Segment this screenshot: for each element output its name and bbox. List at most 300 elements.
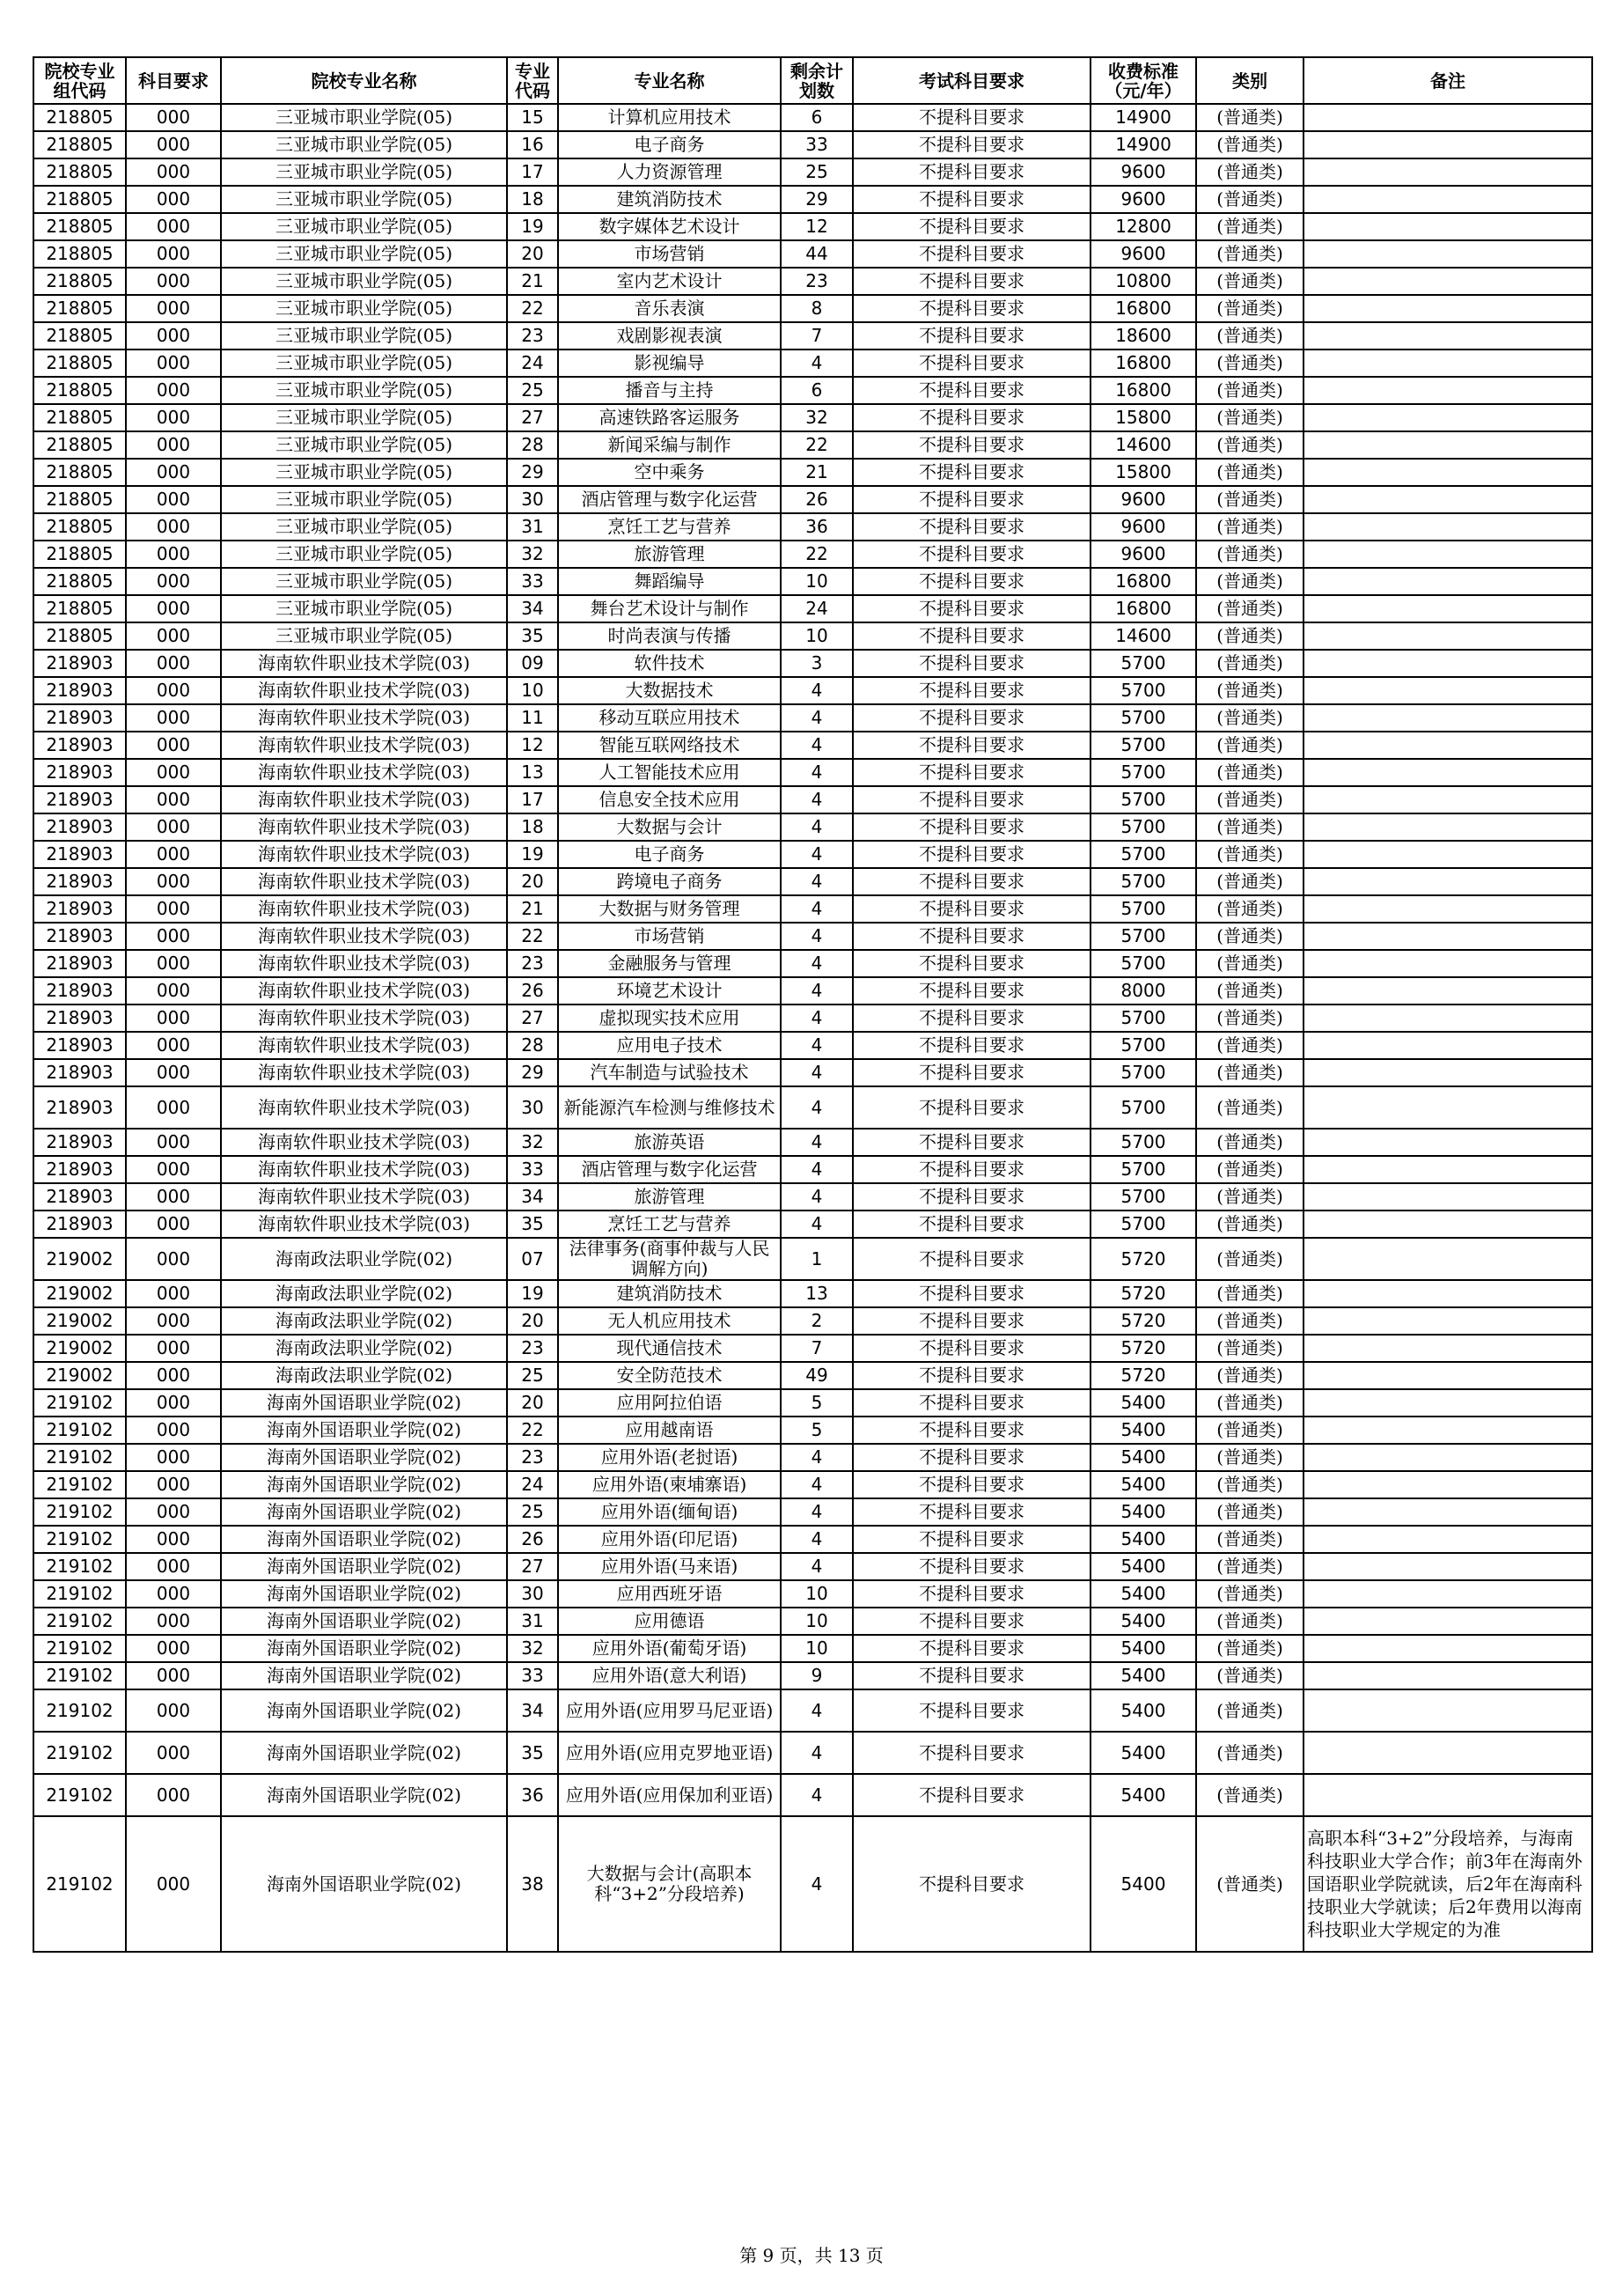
cell-remaining-plan: 12 <box>781 213 853 240</box>
cell-remarks <box>1304 1004 1592 1032</box>
cell-major-code: 18 <box>507 186 558 213</box>
cell-group-code: 218805 <box>33 213 126 240</box>
cell-group-code: 218903 <box>33 923 126 950</box>
cell-group-code: 218903 <box>33 977 126 1004</box>
cell-school-name: 三亚城市职业学院(05) <box>221 404 507 431</box>
cell-major-name: 新能源汽车检测与维修技术 <box>558 1086 781 1129</box>
cell-exam-subject-req: 不提科目要求 <box>853 213 1091 240</box>
cell-school-name: 三亚城市职业学院(05) <box>221 486 507 513</box>
cell-school-name: 海南软件职业技术学院(03) <box>221 813 507 841</box>
cell-category: (普通类) <box>1196 813 1304 841</box>
cell-remaining-plan: 4 <box>781 950 853 977</box>
cell-remarks <box>1304 213 1592 240</box>
cell-remaining-plan: 22 <box>781 431 853 459</box>
cell-school-name: 三亚城市职业学院(05) <box>221 568 507 595</box>
cell-remarks <box>1304 1389 1592 1417</box>
cell-major-name: 旅游管理 <box>558 1183 781 1211</box>
cell-major-code: 35 <box>507 1211 558 1238</box>
cell-remaining-plan: 4 <box>781 1689 853 1732</box>
cell-major-name: 大数据与财务管理 <box>558 895 781 923</box>
cell-category: (普通类) <box>1196 1689 1304 1732</box>
cell-major-code: 34 <box>507 595 558 622</box>
cell-major-name: 旅游管理 <box>558 541 781 568</box>
cell-remaining-plan: 10 <box>781 1635 853 1662</box>
cell-subject-req: 000 <box>126 650 221 677</box>
cell-school-name: 海南软件职业技术学院(03) <box>221 895 507 923</box>
cell-remarks <box>1304 1689 1592 1732</box>
cell-major-name: 应用越南语 <box>558 1417 781 1444</box>
cell-subject-req: 000 <box>126 813 221 841</box>
cell-group-code: 218903 <box>33 1211 126 1238</box>
cell-category: (普通类) <box>1196 268 1304 295</box>
table-row <box>33 1129 1592 1156</box>
cell-group-code: 218805 <box>33 104 126 131</box>
cell-fee: 5400 <box>1091 1816 1196 1952</box>
page-footer: 第 9 页，共 13 页 <box>739 2245 884 2266</box>
cell-remarks <box>1304 732 1592 759</box>
cell-exam-subject-req: 不提科目要求 <box>853 459 1091 486</box>
cell-school-name: 海南外国语职业学院(02) <box>221 1417 507 1444</box>
cell-school-name: 三亚城市职业学院(05) <box>221 595 507 622</box>
cell-category: (普通类) <box>1196 404 1304 431</box>
cell-subject-req: 000 <box>126 186 221 213</box>
cell-fee: 5400 <box>1091 1444 1196 1471</box>
cell-major-code: 19 <box>507 213 558 240</box>
cell-remarks <box>1304 1307 1592 1335</box>
cell-fee: 5700 <box>1091 1059 1196 1086</box>
cell-remaining-plan: 4 <box>781 759 853 786</box>
cell-subject-req: 000 <box>126 923 221 950</box>
cell-remaining-plan: 33 <box>781 131 853 158</box>
cell-major-name: 建筑消防技术 <box>558 186 781 213</box>
cell-major-code: 12 <box>507 732 558 759</box>
cell-category: (普通类) <box>1196 1156 1304 1183</box>
cell-exam-subject-req: 不提科目要求 <box>853 1335 1091 1362</box>
cell-major-name: 市场营销 <box>558 240 781 268</box>
cell-group-code: 218903 <box>33 1086 126 1129</box>
cell-category: (普通类) <box>1196 1059 1304 1086</box>
table-row <box>33 513 1592 541</box>
cell-school-name: 三亚城市职业学院(05) <box>221 186 507 213</box>
table-row <box>33 459 1592 486</box>
table-row <box>33 1635 1592 1662</box>
cell-group-code: 219102 <box>33 1608 126 1635</box>
cell-category: (普通类) <box>1196 895 1304 923</box>
cell-exam-subject-req: 不提科目要求 <box>853 131 1091 158</box>
cell-exam-subject-req: 不提科目要求 <box>853 240 1091 268</box>
cell-remarks <box>1304 1059 1592 1086</box>
cell-category: (普通类) <box>1196 1553 1304 1580</box>
cell-exam-subject-req: 不提科目要求 <box>853 268 1091 295</box>
cell-school-name: 海南软件职业技术学院(03) <box>221 868 507 895</box>
cell-major-code: 32 <box>507 541 558 568</box>
cell-school-name: 三亚城市职业学院(05) <box>221 459 507 486</box>
cell-major-code: 20 <box>507 240 558 268</box>
table-row <box>33 813 1592 841</box>
cell-exam-subject-req: 不提科目要求 <box>853 1211 1091 1238</box>
cell-fee: 14600 <box>1091 431 1196 459</box>
cell-category: (普通类) <box>1196 841 1304 868</box>
cell-remaining-plan: 24 <box>781 595 853 622</box>
cell-category: (普通类) <box>1196 1635 1304 1662</box>
cell-major-name: 数字媒体艺术设计 <box>558 213 781 240</box>
cell-group-code: 219102 <box>33 1389 126 1417</box>
cell-remaining-plan: 22 <box>781 541 853 568</box>
cell-group-code: 219102 <box>33 1580 126 1608</box>
cell-school-name: 海南外国语职业学院(02) <box>221 1635 507 1662</box>
table-body <box>33 104 1592 1952</box>
cell-major-name: 电子商务 <box>558 841 781 868</box>
cell-category: (普通类) <box>1196 322 1304 350</box>
cell-major-name: 高速铁路客运服务 <box>558 404 781 431</box>
header-remaining-plan: 剩余计划数 <box>781 57 853 104</box>
header-category: 类别 <box>1196 57 1304 104</box>
cell-subject-req: 000 <box>126 459 221 486</box>
cell-group-code: 219102 <box>33 1471 126 1498</box>
header-group-code: 院校专业组代码 <box>33 57 126 104</box>
cell-subject-req: 000 <box>126 1498 221 1526</box>
cell-major-code: 10 <box>507 677 558 704</box>
cell-group-code: 219102 <box>33 1444 126 1471</box>
table-row <box>33 240 1592 268</box>
cell-subject-req: 000 <box>126 677 221 704</box>
cell-group-code: 219102 <box>33 1498 126 1526</box>
table-row <box>33 1211 1592 1238</box>
table-row <box>33 1526 1592 1553</box>
cell-remarks <box>1304 868 1592 895</box>
cell-remaining-plan: 7 <box>781 322 853 350</box>
cell-major-code: 23 <box>507 950 558 977</box>
cell-fee: 5400 <box>1091 1389 1196 1417</box>
cell-exam-subject-req: 不提科目要求 <box>853 1732 1091 1774</box>
cell-remaining-plan: 44 <box>781 240 853 268</box>
cell-major-name: 无人机应用技术 <box>558 1307 781 1335</box>
cell-remaining-plan: 9 <box>781 1662 853 1689</box>
cell-fee: 5400 <box>1091 1662 1196 1689</box>
cell-major-name: 烹饪工艺与营养 <box>558 513 781 541</box>
cell-major-code: 20 <box>507 1307 558 1335</box>
table-row <box>33 1417 1592 1444</box>
cell-subject-req: 000 <box>126 1335 221 1362</box>
cell-remaining-plan: 3 <box>781 650 853 677</box>
cell-major-code: 21 <box>507 895 558 923</box>
cell-remarks <box>1304 158 1592 186</box>
cell-school-name: 海南软件职业技术学院(03) <box>221 977 507 1004</box>
cell-category: (普通类) <box>1196 240 1304 268</box>
cell-major-code: 31 <box>507 513 558 541</box>
cell-major-code: 27 <box>507 1004 558 1032</box>
cell-major-code: 21 <box>507 268 558 295</box>
cell-exam-subject-req: 不提科目要求 <box>853 1580 1091 1608</box>
cell-school-name: 海南外国语职业学院(02) <box>221 1774 507 1816</box>
cell-subject-req: 000 <box>126 1635 221 1662</box>
cell-school-name: 三亚城市职业学院(05) <box>221 513 507 541</box>
cell-fee: 5400 <box>1091 1774 1196 1816</box>
cell-exam-subject-req: 不提科目要求 <box>853 404 1091 431</box>
cell-major-code: 17 <box>507 786 558 813</box>
cell-remarks <box>1304 813 1592 841</box>
cell-group-code: 218805 <box>33 568 126 595</box>
cell-school-name: 海南外国语职业学院(02) <box>221 1816 507 1952</box>
table-row <box>33 1553 1592 1580</box>
table-row <box>33 868 1592 895</box>
cell-school-name: 海南软件职业技术学院(03) <box>221 650 507 677</box>
cell-major-name: 音乐表演 <box>558 295 781 322</box>
cell-fee: 8000 <box>1091 977 1196 1004</box>
cell-group-code: 218903 <box>33 1059 126 1086</box>
cell-category: (普通类) <box>1196 1444 1304 1471</box>
cell-exam-subject-req: 不提科目要求 <box>853 1526 1091 1553</box>
cell-remaining-plan: 4 <box>781 1553 853 1580</box>
cell-major-name: 烹饪工艺与营养 <box>558 1211 781 1238</box>
cell-major-name: 影视编导 <box>558 350 781 377</box>
cell-major-code: 35 <box>507 622 558 650</box>
cell-subject-req: 000 <box>126 1526 221 1553</box>
cell-remarks <box>1304 759 1592 786</box>
cell-group-code: 219002 <box>33 1335 126 1362</box>
table-header-row <box>33 57 1592 104</box>
cell-major-code: 15 <box>507 104 558 131</box>
cell-subject-req: 000 <box>126 977 221 1004</box>
cell-school-name: 三亚城市职业学院(05) <box>221 131 507 158</box>
cell-exam-subject-req: 不提科目要求 <box>853 786 1091 813</box>
cell-exam-subject-req: 不提科目要求 <box>853 1444 1091 1471</box>
table-row <box>33 950 1592 977</box>
cell-group-code: 219102 <box>33 1689 126 1732</box>
table-row <box>33 295 1592 322</box>
cell-subject-req: 000 <box>126 1183 221 1211</box>
cell-group-code: 218805 <box>33 295 126 322</box>
cell-category: (普通类) <box>1196 1280 1304 1307</box>
cell-fee: 5700 <box>1091 786 1196 813</box>
table-row <box>33 677 1592 704</box>
cell-major-code: 18 <box>507 813 558 841</box>
cell-group-code: 218903 <box>33 895 126 923</box>
cell-exam-subject-req: 不提科目要求 <box>853 431 1091 459</box>
cell-remarks <box>1304 1183 1592 1211</box>
cell-subject-req: 000 <box>126 1417 221 1444</box>
cell-subject-req: 000 <box>126 1059 221 1086</box>
cell-subject-req: 000 <box>126 1608 221 1635</box>
cell-subject-req: 000 <box>126 841 221 868</box>
cell-remaining-plan: 13 <box>781 1280 853 1307</box>
cell-category: (普通类) <box>1196 295 1304 322</box>
cell-school-name: 海南外国语职业学院(02) <box>221 1608 507 1635</box>
cell-remaining-plan: 4 <box>781 1526 853 1553</box>
table-row <box>33 268 1592 295</box>
cell-remarks <box>1304 1635 1592 1662</box>
cell-subject-req: 000 <box>126 1389 221 1417</box>
cell-remarks <box>1304 486 1592 513</box>
cell-exam-subject-req: 不提科目要求 <box>853 350 1091 377</box>
cell-remarks <box>1304 1211 1592 1238</box>
cell-category: (普通类) <box>1196 732 1304 759</box>
cell-remarks <box>1304 841 1592 868</box>
cell-subject-req: 000 <box>126 1238 221 1280</box>
cell-group-code: 219102 <box>33 1417 126 1444</box>
cell-remarks <box>1304 404 1592 431</box>
cell-remarks <box>1304 104 1592 131</box>
cell-category: (普通类) <box>1196 1471 1304 1498</box>
cell-group-code: 218805 <box>33 459 126 486</box>
table-row <box>33 1335 1592 1362</box>
cell-category: (普通类) <box>1196 1732 1304 1774</box>
cell-fee: 16800 <box>1091 350 1196 377</box>
cell-remarks <box>1304 1553 1592 1580</box>
cell-exam-subject-req: 不提科目要求 <box>853 704 1091 732</box>
cell-exam-subject-req: 不提科目要求 <box>853 1004 1091 1032</box>
cell-group-code: 218903 <box>33 759 126 786</box>
cell-fee: 5400 <box>1091 1498 1196 1526</box>
cell-category: (普通类) <box>1196 541 1304 568</box>
cell-group-code: 218805 <box>33 622 126 650</box>
cell-remaining-plan: 4 <box>781 868 853 895</box>
cell-exam-subject-req: 不提科目要求 <box>853 595 1091 622</box>
header-major-code: 专业代码 <box>507 57 558 104</box>
cell-remarks <box>1304 1362 1592 1389</box>
cell-major-code: 09 <box>507 650 558 677</box>
cell-school-name: 海南政法职业学院(02) <box>221 1238 507 1280</box>
cell-major-name: 智能互联网络技术 <box>558 732 781 759</box>
table-row <box>33 158 1592 186</box>
cell-school-name: 海南政法职业学院(02) <box>221 1362 507 1389</box>
cell-remaining-plan: 7 <box>781 1335 853 1362</box>
cell-exam-subject-req: 不提科目要求 <box>853 1280 1091 1307</box>
cell-school-name: 海南软件职业技术学院(03) <box>221 1086 507 1129</box>
cell-school-name: 海南软件职业技术学院(03) <box>221 677 507 704</box>
cell-fee: 16800 <box>1091 377 1196 404</box>
cell-group-code: 218903 <box>33 786 126 813</box>
cell-major-name: 信息安全技术应用 <box>558 786 781 813</box>
cell-remarks <box>1304 541 1592 568</box>
cell-school-name: 三亚城市职业学院(05) <box>221 322 507 350</box>
cell-major-code: 22 <box>507 923 558 950</box>
cell-subject-req: 000 <box>126 1280 221 1307</box>
cell-category: (普通类) <box>1196 513 1304 541</box>
cell-fee: 5400 <box>1091 1732 1196 1774</box>
admission-plan-table <box>33 56 1593 1953</box>
cell-school-name: 海南软件职业技术学院(03) <box>221 786 507 813</box>
cell-remaining-plan: 4 <box>781 977 853 1004</box>
cell-subject-req: 000 <box>126 213 221 240</box>
table-row <box>33 322 1592 350</box>
cell-exam-subject-req: 不提科目要求 <box>853 1059 1091 1086</box>
cell-subject-req: 000 <box>126 732 221 759</box>
cell-category: (普通类) <box>1196 104 1304 131</box>
cell-remaining-plan: 2 <box>781 1307 853 1335</box>
cell-category: (普通类) <box>1196 1129 1304 1156</box>
cell-fee: 5700 <box>1091 759 1196 786</box>
cell-school-name: 三亚城市职业学院(05) <box>221 295 507 322</box>
cell-remaining-plan: 4 <box>781 732 853 759</box>
table-row <box>33 1238 1592 1280</box>
cell-remaining-plan: 4 <box>781 1211 853 1238</box>
cell-subject-req: 000 <box>126 622 221 650</box>
table-row <box>33 841 1592 868</box>
cell-subject-req: 000 <box>126 1732 221 1774</box>
cell-major-name: 大数据与会计(高职本科“3+2”分段培养) <box>558 1816 781 1952</box>
cell-major-code: 11 <box>507 704 558 732</box>
cell-major-code: 20 <box>507 1389 558 1417</box>
cell-major-name: 软件技术 <box>558 650 781 677</box>
cell-remarks <box>1304 650 1592 677</box>
cell-exam-subject-req: 不提科目要求 <box>853 568 1091 595</box>
cell-subject-req: 000 <box>126 1129 221 1156</box>
header-remarks: 备注 <box>1304 57 1592 104</box>
cell-group-code: 218903 <box>33 1183 126 1211</box>
table-row <box>33 1032 1592 1059</box>
cell-school-name: 三亚城市职业学院(05) <box>221 377 507 404</box>
cell-remaining-plan: 26 <box>781 486 853 513</box>
cell-group-code: 218805 <box>33 240 126 268</box>
cell-remarks <box>1304 1608 1592 1635</box>
cell-major-name: 应用外语(应用罗马尼亚语) <box>558 1689 781 1732</box>
table-row <box>33 622 1592 650</box>
cell-exam-subject-req: 不提科目要求 <box>853 1689 1091 1732</box>
cell-major-name: 应用外语(意大利语) <box>558 1662 781 1689</box>
cell-group-code: 218903 <box>33 1129 126 1156</box>
cell-subject-req: 000 <box>126 131 221 158</box>
cell-major-name: 人工智能技术应用 <box>558 759 781 786</box>
cell-remarks <box>1304 1086 1592 1129</box>
table-row <box>33 1498 1592 1526</box>
cell-category: (普通类) <box>1196 1608 1304 1635</box>
cell-category: (普通类) <box>1196 1335 1304 1362</box>
cell-remarks <box>1304 1732 1592 1774</box>
cell-fee: 5720 <box>1091 1362 1196 1389</box>
cell-fee: 16800 <box>1091 295 1196 322</box>
table-row <box>33 1774 1592 1816</box>
cell-remaining-plan: 4 <box>781 1129 853 1156</box>
cell-exam-subject-req: 不提科目要求 <box>853 622 1091 650</box>
cell-subject-req: 000 <box>126 513 221 541</box>
cell-major-code: 32 <box>507 1129 558 1156</box>
table-row <box>33 1608 1592 1635</box>
cell-subject-req: 000 <box>126 104 221 131</box>
cell-remaining-plan: 4 <box>781 1471 853 1498</box>
cell-exam-subject-req: 不提科目要求 <box>853 295 1091 322</box>
header-fee: 收费标准（元/年） <box>1091 57 1196 104</box>
cell-remarks <box>1304 622 1592 650</box>
cell-exam-subject-req: 不提科目要求 <box>853 186 1091 213</box>
cell-fee: 5700 <box>1091 704 1196 732</box>
cell-major-name: 虚拟现实技术应用 <box>558 1004 781 1032</box>
table-row <box>33 1444 1592 1471</box>
cell-remarks <box>1304 131 1592 158</box>
cell-remarks <box>1304 322 1592 350</box>
cell-group-code: 218805 <box>33 350 126 377</box>
cell-subject-req: 000 <box>126 950 221 977</box>
cell-major-code: 33 <box>507 1662 558 1689</box>
cell-remaining-plan: 4 <box>781 1444 853 1471</box>
cell-remarks <box>1304 350 1592 377</box>
cell-fee: 14900 <box>1091 131 1196 158</box>
cell-major-code: 28 <box>507 1032 558 1059</box>
cell-fee: 5700 <box>1091 1004 1196 1032</box>
cell-subject-req: 000 <box>126 704 221 732</box>
cell-remaining-plan: 4 <box>781 704 853 732</box>
cell-remaining-plan: 29 <box>781 186 853 213</box>
cell-group-code: 219102 <box>33 1732 126 1774</box>
cell-category: (普通类) <box>1196 1580 1304 1608</box>
cell-major-name: 应用西班牙语 <box>558 1580 781 1608</box>
cell-fee: 5400 <box>1091 1608 1196 1635</box>
table-row <box>33 977 1592 1004</box>
cell-remarks <box>1304 268 1592 295</box>
cell-school-name: 海南外国语职业学院(02) <box>221 1553 507 1580</box>
cell-category: (普通类) <box>1196 1183 1304 1211</box>
cell-major-code: 22 <box>507 1417 558 1444</box>
